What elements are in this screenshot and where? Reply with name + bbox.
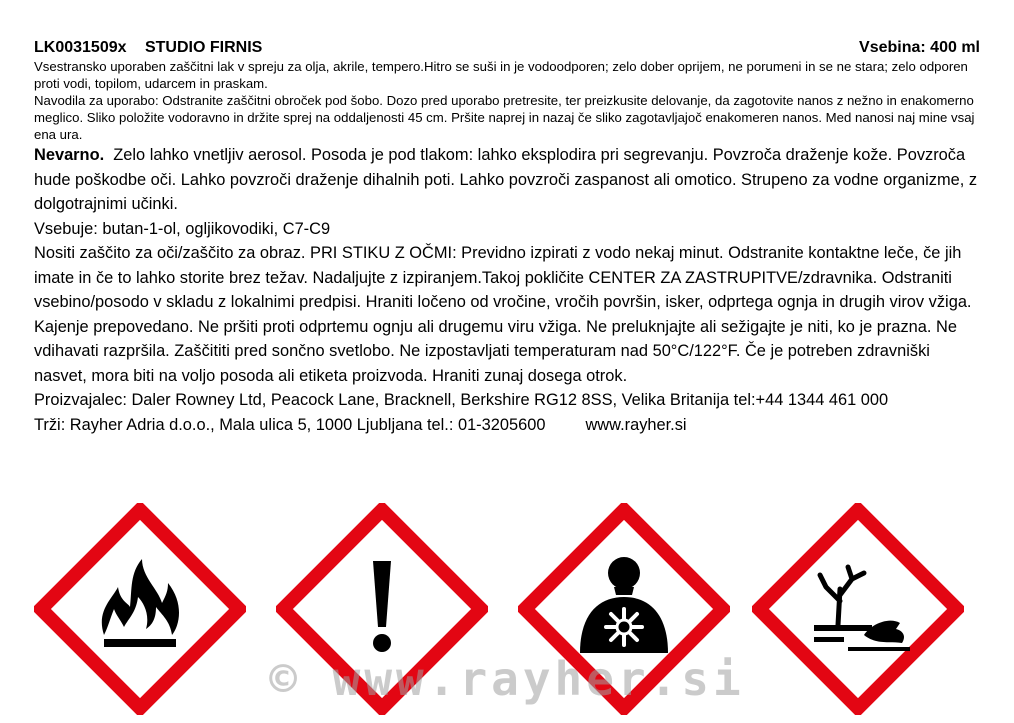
distributor-line: [34, 413, 980, 438]
content-volume: Vsebina: 400 ml: [859, 39, 980, 56]
watermark: © www.rayher.si: [269, 652, 745, 706]
product-label: [34, 38, 980, 437]
product-name: STUDIO FIRNIS: [144, 39, 263, 56]
label-header: [34, 38, 980, 58]
usage-instructions: Navodila za uporabo: Odstranite zaščitni obroček pod šobo. Dozo pred uporabo pretresite, ter preizkusite delovanje, da zagotovite nanos z nežno in enakomerno meglico. Sliko položite vodoravno in držite sprej na oddaljenosti 45 cm. Pršite naprej in nazaj če sliko zagotavljajoč enakomeren nanos. Med nanosi naj mine vsaj ena ura.: [34, 93, 975, 142]
hazard-statements: [34, 143, 980, 217]
distributor-website: www.rayher.si: [585, 415, 687, 434]
hazard-text: Zelo lahko vnetljiv aerosol. Posoda je pod tlakom: lahko eksplodira pri segrevanju. Povzroča draženje kože. Povzroča hude poškodbe oči. Lahko povzroči draženje dihalnih poti. Lahko povzroči zaspanost ali omotico. Strupeno za vodne organizme, z dolgotrajnimi učinki.: [34, 146, 978, 213]
manufacturer-line: Proizvajalec: Daler Rowney Ltd, Peacock Lane, Bracknell, Berkshire RG12 8SS, Velika Britanija tel:+44 1344 461 000: [34, 391, 889, 409]
product-code: LK0031509x: [34, 39, 127, 56]
distributor-text: Trži: Rayher Adria d.o.o., Mala ulica 5, 1000 Ljubljana tel.: 01-3205600: [34, 415, 546, 434]
signal-word: Nevarno.: [34, 146, 105, 164]
contains-line: Vsebuje: butan-1-ol, ogljikovodiki, C7-C9: [34, 219, 331, 238]
precautionary-statements: Nositi zaščito za oči/zaščito za obraz. PRI STIKU Z OČMI: Previdno izpirati z vodo nekaj minut. Odstranite kontaktne leče, če jih imate in če to lahko storite brez težav. Nadaljujte z izpiranjem.Takoj pokličite CENTER ZA ZASTRUPITVE/zdravnika. Odstraniti vsebino/posodo v skladu z lokalnimi predpisi. Hraniti ločeno od vročine, vročih površin, isker, odprtega ognja in drugih virov vžiga. Kajenje prepovedano. Ne pršiti proti odprtemu ognju ali drugemu viru vžiga. Ne preluknjajte ali sežigajte je niti, ko je prazna. Ne vdihavati razpršila. Zaščititi pred sončno svetlobo. Ne izpostavljati temperaturam nad 50°C/122°F. Če je potreben zdravniški nasvet, mora biti na voljo posoda ali etiketa proizvoda. Hraniti zunaj dosega otrok.: [34, 244, 972, 385]
product-description: Vsestransko uporaben zaščitni lak v spreju za olja, akrile, tempero.Hitro se suši in je vodoodporen; zelo dober oprijem, ne porumeni in se ne stara; zelo odporen proti vodi, topilom, udarcem in praskam.: [34, 59, 968, 91]
